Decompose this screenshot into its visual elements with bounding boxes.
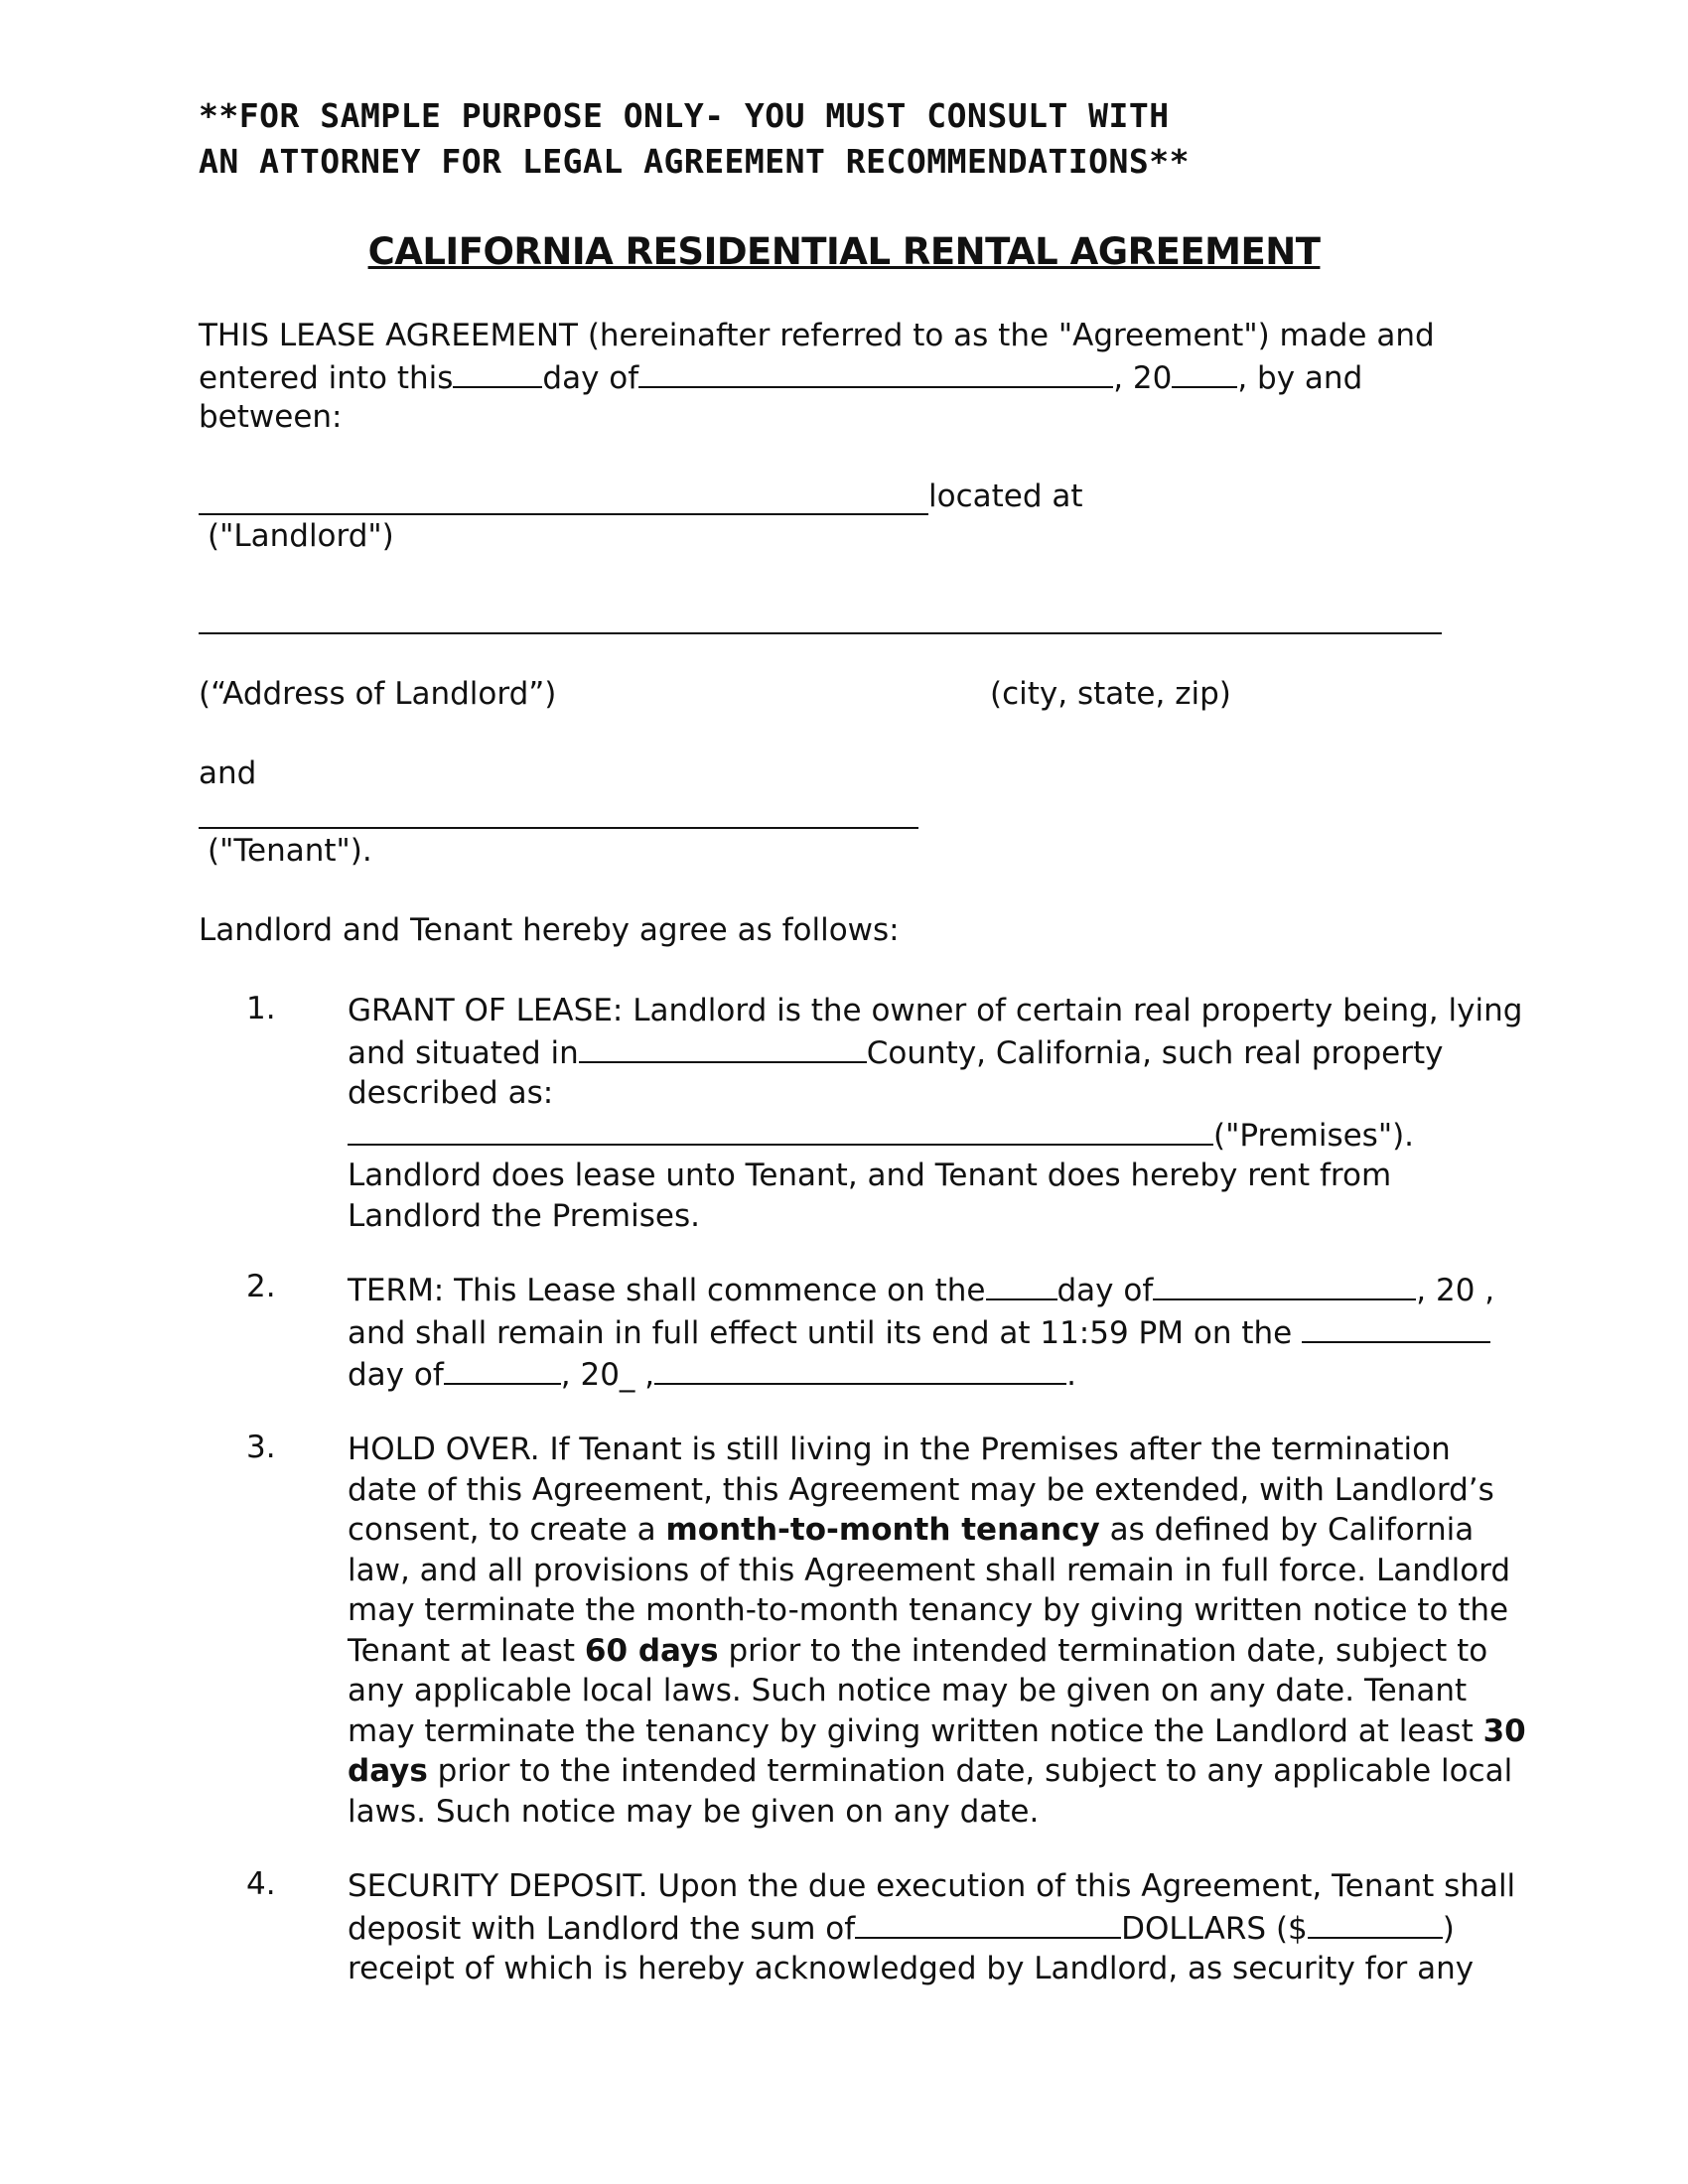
item-3-line-6 [348,1631,1499,1672]
and-text: and [199,755,257,791]
item-4-line-2 [348,1907,1499,1950]
item-1-line-6: Landlord the Premises. [348,1197,700,1234]
item-3-text-a: consent, to create a [348,1512,666,1548]
item-4-text-c: ) [1442,1910,1455,1947]
intro-text-a: entered into this [199,360,454,396]
item-1-line-5: Landlord does lease unto Tenant, and Tenant does hereby rent from [348,1158,1392,1193]
item-1-text-a: and situated in [348,1034,579,1071]
item-3-text-f: may terminate the tenancy by giving written notice the Landlord at least [348,1712,1483,1749]
premises-label: ("Premises"). [1213,1117,1415,1154]
item-1-number: 1. [246,991,276,1026]
tenant-label: ("Tenant"). [208,833,372,869]
county-blank[interactable] [579,1031,867,1063]
agree-text: Landlord and Tenant hereby agree as follows: [199,912,900,948]
month-to-month-emphasis: month-to-month tenancy [665,1512,1100,1548]
item-3-text-g: prior to the intended termination date, subject to any applicable local [427,1753,1513,1789]
item-2-text-e: day of [348,1357,444,1393]
disclaimer [199,93,1509,185]
item-4-text-a: deposit with Landlord the sum of [348,1910,856,1947]
landlord-address-label: (“Address of Landlord”) [199,676,557,712]
item-1-text-b: County, California, such real property [866,1034,1444,1071]
item-4-line-3: receipt of which is hereby acknowledged by Landlord, as security for any [348,1951,1475,1986]
premises-description-blank[interactable] [348,1114,1213,1146]
item-3-line-4: law, and all provisions of this Agreement shall remain in full force. Landlord [348,1552,1511,1588]
item-1-line-3: described as: [348,1075,554,1111]
item-3-line-3 [348,1510,1499,1551]
landlord-name-blank[interactable] [199,513,928,515]
tenant-name-blank[interactable] [199,827,918,829]
disclaimer-line-1: **FOR SAMPLE PURPOSE ONLY- YOU MUST CONSULT WITH [199,96,1170,135]
thirty-emphasis: 30 [1482,1712,1526,1749]
located-at-text: located at [928,478,1083,514]
deposit-amount-words-blank[interactable] [855,1907,1121,1939]
landlord-label: ("Landlord") [208,518,394,554]
item-4-number: 4. [246,1866,276,1902]
item-3-line-9 [348,1751,1513,1792]
year-blank[interactable] [1172,356,1237,388]
item-2-text-b: day of [1056,1273,1154,1308]
item-2-line-3 [348,1353,1499,1396]
disclaimer-line-2: AN ATTORNEY FOR LEGAL AGREEMENT RECOMMENDATIONS** [199,142,1191,181]
month-blank[interactable] [638,356,1113,388]
item-3-line-7: any applicable local laws. Such notice may be given on any date. Tenant [348,1673,1468,1708]
item-2-text-a: TERM: This Lease shall commence on the [348,1273,986,1308]
item-2-text-g: . [1066,1357,1076,1393]
term-end-blank[interactable] [1302,1311,1490,1343]
days-emphasis: days [348,1753,428,1789]
item-4-line-1: SECURITY DEPOSIT. Upon the due execution of this Agreement, Tenant shall [348,1868,1516,1904]
item-3-line-1: HOLD OVER. If Tenant is still living in the Premises after the termination [348,1432,1451,1467]
item-2-line-2 [348,1311,1499,1354]
item-1-grant-of-lease [348,991,1523,1236]
intro-line-3: between: [199,399,343,435]
item-3-line-5: may terminate the month-to-month tenancy by giving written notice to the [348,1592,1509,1628]
item-1-line-4 [348,1114,1499,1157]
item-3-line-8 [348,1711,1526,1752]
city-state-zip-label: (city, state, zip) [990,676,1231,712]
intro-text-b: day of [542,360,639,396]
intro-line-1: THIS LEASE AGREEMENT (hereinafter referred to as the "Agreement") made and [199,318,1435,353]
term-end-extra-blank[interactable] [654,1353,1066,1385]
term-end-day-blank[interactable] [444,1353,561,1385]
deposit-amount-number-blank[interactable] [1308,1907,1443,1939]
item-3-number: 3. [246,1430,276,1465]
item-2-term [348,1269,1499,1396]
item-3-line-10: laws. Such notice may be given on any date. [348,1793,1040,1830]
intro-text-c: , 20 [1113,360,1173,396]
item-1-line-2 [348,1031,1499,1074]
landlord-address-blank[interactable] [199,632,1442,634]
item-1-line-1: GRANT OF LEASE: Landlord is the owner of certain real property being, lying [348,993,1523,1028]
item-3-hold-over [348,1430,1526,1832]
item-4-text-b: DOLLARS ($ [1121,1910,1308,1947]
term-start-day-blank[interactable] [986,1269,1057,1300]
item-2-text-f: , 20_ , [560,1357,655,1393]
intro-text-d: , by and [1237,360,1363,396]
sixty-days-emphasis: 60 days [584,1632,719,1669]
term-start-month-blank[interactable] [1153,1269,1416,1300]
item-3-line-2: date of this Agreement, this Agreement may be extended, with Landlord’s [348,1471,1494,1508]
day-blank[interactable] [453,356,542,388]
item-2-line-1 [348,1269,1499,1311]
intro-line-2 [199,356,1362,399]
item-3-text-d: Tenant at least [348,1632,585,1669]
item-3-text-e: prior to the intended termination date, subject to [718,1632,1488,1669]
document-title: CALIFORNIA RESIDENTIAL RENTAL AGREEMENT [367,230,1321,273]
item-2-text-c: , 20 , [1416,1273,1495,1308]
item-4-security-deposit [348,1866,1516,1989]
item-2-number: 2. [246,1269,276,1304]
item-3-text-c: as defined by California [1099,1512,1475,1548]
item-2-text-d: and shall remain in full effect until its end at 11:59 PM on the [348,1314,1293,1351]
